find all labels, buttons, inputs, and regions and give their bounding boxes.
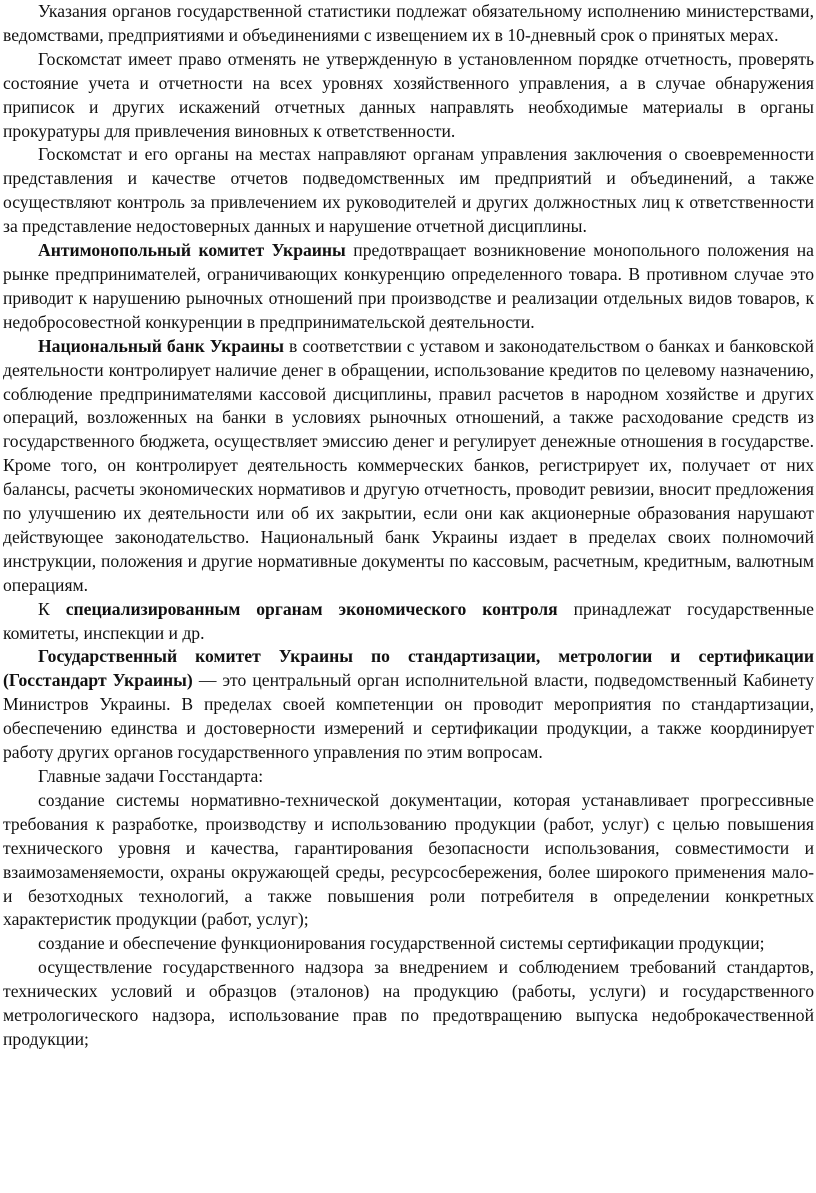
paragraph-antimonopoly-committee — [3, 239, 814, 335]
paragraph-task-state-supervision — [3, 956, 814, 1052]
paragraph-text: принадлежат государственные комитеты, инспекции и др. — [3, 598, 814, 643]
paragraph-specialized-control-bodies — [3, 598, 814, 646]
paragraph-text: — это центральный орган исполнительной власти, подведомственный Кабинету Министров Украины. В пределах своей компетенции он проводит мероприятия по стандартизации, обеспечению единства и достоверности измерений и сертификации продукции, а также координирует работу других органов государственного управления по этим вопросам. — [3, 670, 814, 763]
paragraph-text: Указания органов государственной статистики подлежат обязательному исполнению министерствами, ведомствами, предприятиями и объединениями с извещением их в 10-дневный срок о принятых мерах. — [3, 1, 814, 45]
paragraph-text: в соответствии с уставом и законодательством о банках и банковской деятельности контролирует наличие денег в обращении, использование кредитов по целевому назначению, соблюдение предпринимателями кассовой дисциплины, правил расчетов в народном хозяйстве и других операций, возложенных на банки в условиях рыночных отношений, а также расходование средств из государственного бюджета, осуществляет эмиссию денег и регулирует денежные отношения в государстве. Кроме того, он контролирует деятельность коммерческих банков, регистрирует их, получает от них балансы, расчеты экономических нормативов и другую отчетность, проводит ревизии, вносит предложения по улучшению их деятельности или об их закрытии, если они как акционерные образования нарушают действующее законодательство. Национальный банк Украины издает в пределах своих полномочий инструкции, положения и другие нормативные документы по кассовым, расчетным, кредитным, валютным операциям. — [3, 335, 814, 595]
paragraph-text: Главные задачи Госстандарта: — [38, 766, 264, 786]
paragraph-text: Госкомстат имеет право отменять не утвержденную в установленном порядке отчетность, проверять состояние учета и отчетности на всех уровнях хозяйственного управления, а в случае обнаружения приписок и других искажений отчетных данных направлять необходимые материалы в органы прокуратуры для привлечения виновных к ответственности. — [3, 48, 814, 141]
paragraph-gosstandart-tasks-heading — [3, 765, 814, 789]
paragraph-text: создание системы нормативно-технической документации, которая устанавливает прогрессивные требования к разработке, производству и использованию продукции (работ, услуг) с целью повышения технического уровня и качества, гарантирования безопасности использования, совместимости и взаимозаменяемости, охраны окружающей среды, ресурсосбережения, более широкого применения мало- и безотходных технологий, а также повышения роли потребителя в определении конкретных характеристик продукции (работ, услуг); — [3, 789, 814, 930]
paragraph-gosstandart — [3, 645, 814, 765]
paragraph-bold-term: Государственный комитет Украины по стандартизации, метрологии и сертификации (Госстандарт Украины) — [3, 646, 814, 691]
paragraph-task-certification-system — [3, 932, 814, 956]
paragraph-prefix: К — [38, 598, 66, 619]
paragraph-bold-term: Национальный банк Украины — [38, 335, 284, 356]
paragraph-text: создание и обеспечение функционирования государственной системы сертификации продукции; — [38, 933, 765, 954]
paragraph-national-bank — [3, 335, 814, 598]
paragraph-task-normative-docs — [3, 789, 814, 932]
paragraph-goskomstat-rights — [3, 48, 814, 144]
paragraph-text: осуществление государственного надзора за внедрением и соблюдением требований стандартов, технических условий и образцов (эталонов) на продукцию (работы, услуги) и государственного метрологического надзора, использование прав по предотвращению выпуска недоброкачественной продукции; — [3, 957, 814, 1049]
paragraph-bold-term: Антимонопольный комитет Украины — [38, 240, 346, 261]
paragraph-statistics-instructions — [3, 0, 814, 48]
paragraph-text: Госкомстат и его органы на местах направляют органам управления заключения о своевременности представления и качестве отчетов подведомственных им предприятий и объединений, а также осуществляют контроль за привлечением их руководителей и других должностных лиц к ответственности за представление недостоверных данных и нарушение отчетной дисциплины. — [3, 144, 814, 237]
paragraph-goskomstat-conclusions — [3, 143, 814, 239]
paragraph-bold-term: специализированным органам экономического контроля — [65, 598, 558, 619]
paragraph-text: предотвращает возникновение монопольного положения на рынке предпринимателей, ограничивающих конкуренцию определенного товара. В противном случае это приводит к нарушению рыночных отношений при производстве и реализации отдельных видов товаров, к недобросовестной конкуренции в предпринимательской деятельности. — [3, 240, 814, 332]
